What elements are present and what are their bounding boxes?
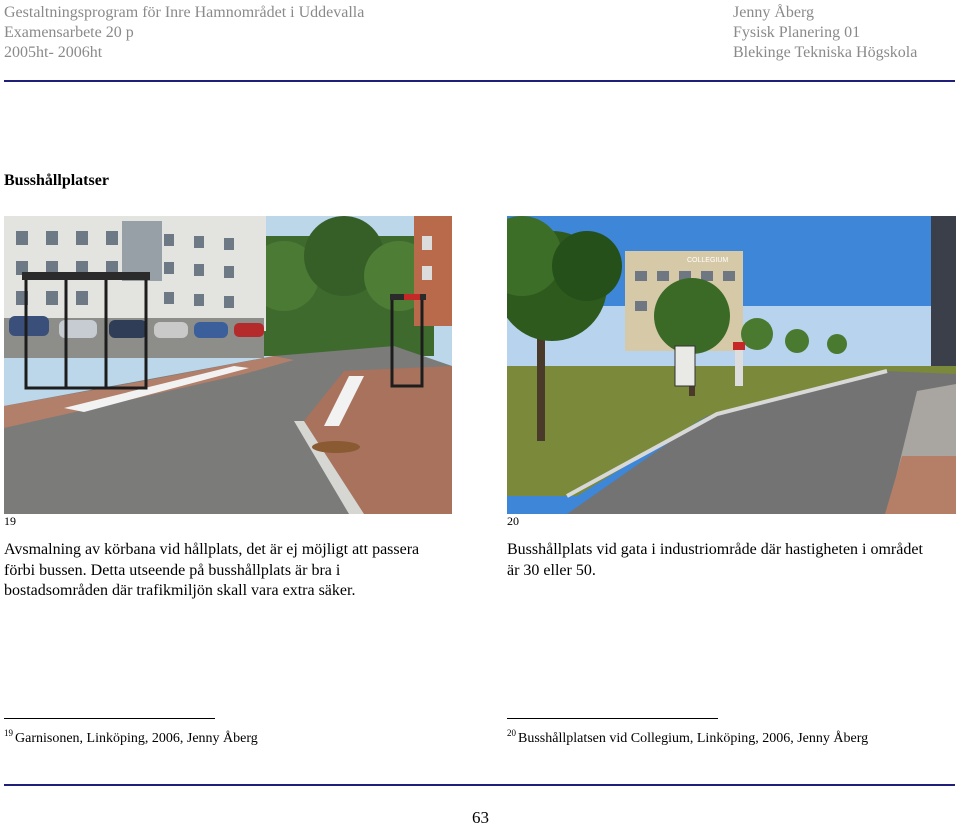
header-document-title: Gestaltningsprogram för Inre Hamnområdet i Uddevalla [4,4,365,21]
footnote-19-marker: 19 [4,728,13,738]
footnote-20-text: Busshållplatsen vid Collegium, Linköping, 2006, Jenny Åberg [518,731,869,746]
header-course: Examensarbete 20 p [4,24,134,41]
header-rule [4,80,955,82]
header-left [4,3,364,63]
header-term: 2005ht- 2006ht [4,44,103,61]
figure-20-number: 20 [507,514,519,528]
figure-20-caption: Busshållplats vid gata i industriområde där hastigheten i området är 30 eller 50. [507,541,923,579]
footnote-19-text: Garnisonen, Linköping, 2006, Jenny Åberg [15,731,258,746]
photo-bus-stop-industrial [507,216,956,514]
footnote-19 [4,728,258,747]
footnote-20 [507,728,868,747]
footer-rule [4,784,955,786]
figure-19-caption: Avsmalning av körbana vid hållplats, det är ej möjligt att passera förbi bussen. Detta utseende på busshållplats är bra i bostadsområden där trafikmiljön skall vara extra säker. [4,541,420,599]
footnote-rule-left [4,718,215,719]
header-program: Fysisk Planering 01 [733,24,861,41]
header-institution: Blekinge Tekniska Högskola [733,44,918,61]
footnote-rule-right [507,718,718,719]
collegium-sign-text: COLLEGIUM [687,257,729,264]
header-author: Jenny Åberg [733,4,815,21]
footnote-20-marker: 20 [507,728,516,738]
section-title: Busshållplatser [4,172,109,189]
photo-bus-stop-residential [4,216,452,514]
figure-19-number: 19 [4,514,16,528]
header-right [733,3,917,63]
page-number: 63 [472,808,489,827]
